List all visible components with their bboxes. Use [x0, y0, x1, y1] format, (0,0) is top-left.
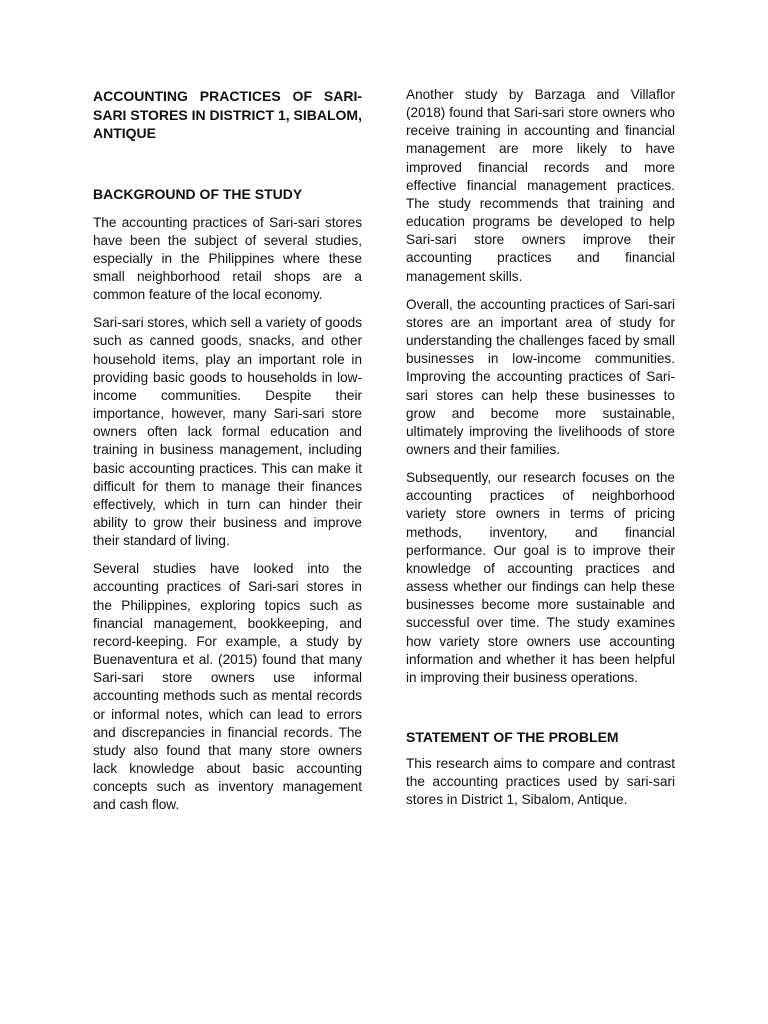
- paragraph: Subsequently, our research focuses on the accounting practices of neighborhood variety store owners in terms of pricing methods, inventory, and financial performance. Our goal is to improve their knowledge of accounting practices and assess whether our findings can help these businesses become more sustainable and successful over time. The study examines how variety store owners use accounting information and whether it has been helpful in improving their business operations.: [406, 470, 675, 685]
- problem-heading: STATEMENT OF THE PROBLEM: [406, 729, 619, 745]
- paper-title: ACCOUNTING PRACTICES OF SARI-SARI STORES IN DISTRICT 1, SIBALOM, ANTIQUE: [93, 88, 362, 141]
- left-column: [93, 86, 362, 825]
- paragraph: Overall, the accounting practices of Sari-sari stores are an important area of study for understanding the challenges faced by small businesses in low-income communities. Improving the accounting practices of Sari-sari stores can help these businesses to grow and become more sustainable, ultimately improving the livelihoods of store owners and their families.: [406, 296, 675, 457]
- paragraph: Several studies have looked into the accounting practices of Sari-sari stores in the Philippines, exploring topics such as financial management, bookkeeping, and record-keeping. For example, a study by Buenaventura et al. (2015) found that many Sari-sari store owners use informal accounting methods such as mental records or informal notes, which can lead to errors and discrepancies in financial records. The study also found that many store owners lack knowledge about basic accounting concepts such as inventory management and cash flow.: [93, 561, 362, 813]
- paragraph: Another study by Barzaga and Villaflor (2018) found that Sari-sari store owners who receive training in accounting and financial management are more likely to have improved financial records and more effective financial management practices. The study recommends that training and education programs be developed to help Sari-sari store owners improve their accounting practices and financial management skills.: [406, 87, 675, 284]
- paragraph: Sari-sari stores, which sell a variety of goods such as canned goods, snacks, and other household items, play an important role in providing basic goods to households in low-income communities. Despite their importance, however, many Sari-sari store owners often lack formal education and training in business management, including basic accounting practices. This can make it difficult for them to manage their finances effectively, which in turn can hinder their ability to grow their business and improve their standard of living.: [93, 315, 362, 549]
- background-heading: BACKGROUND OF THE STUDY: [93, 185, 303, 202]
- right-column: [406, 86, 675, 819]
- problem-paragraph: This research aims to compare and contrast the accounting practices used by sari-sari stores in District 1, Sibalom, Antique.: [406, 756, 675, 808]
- paragraph: The accounting practices of Sari-sari stores have been the subject of several studies, especially in the Philippines where these small neighborhood retail shops are a common feature of the local economy.: [93, 214, 362, 303]
